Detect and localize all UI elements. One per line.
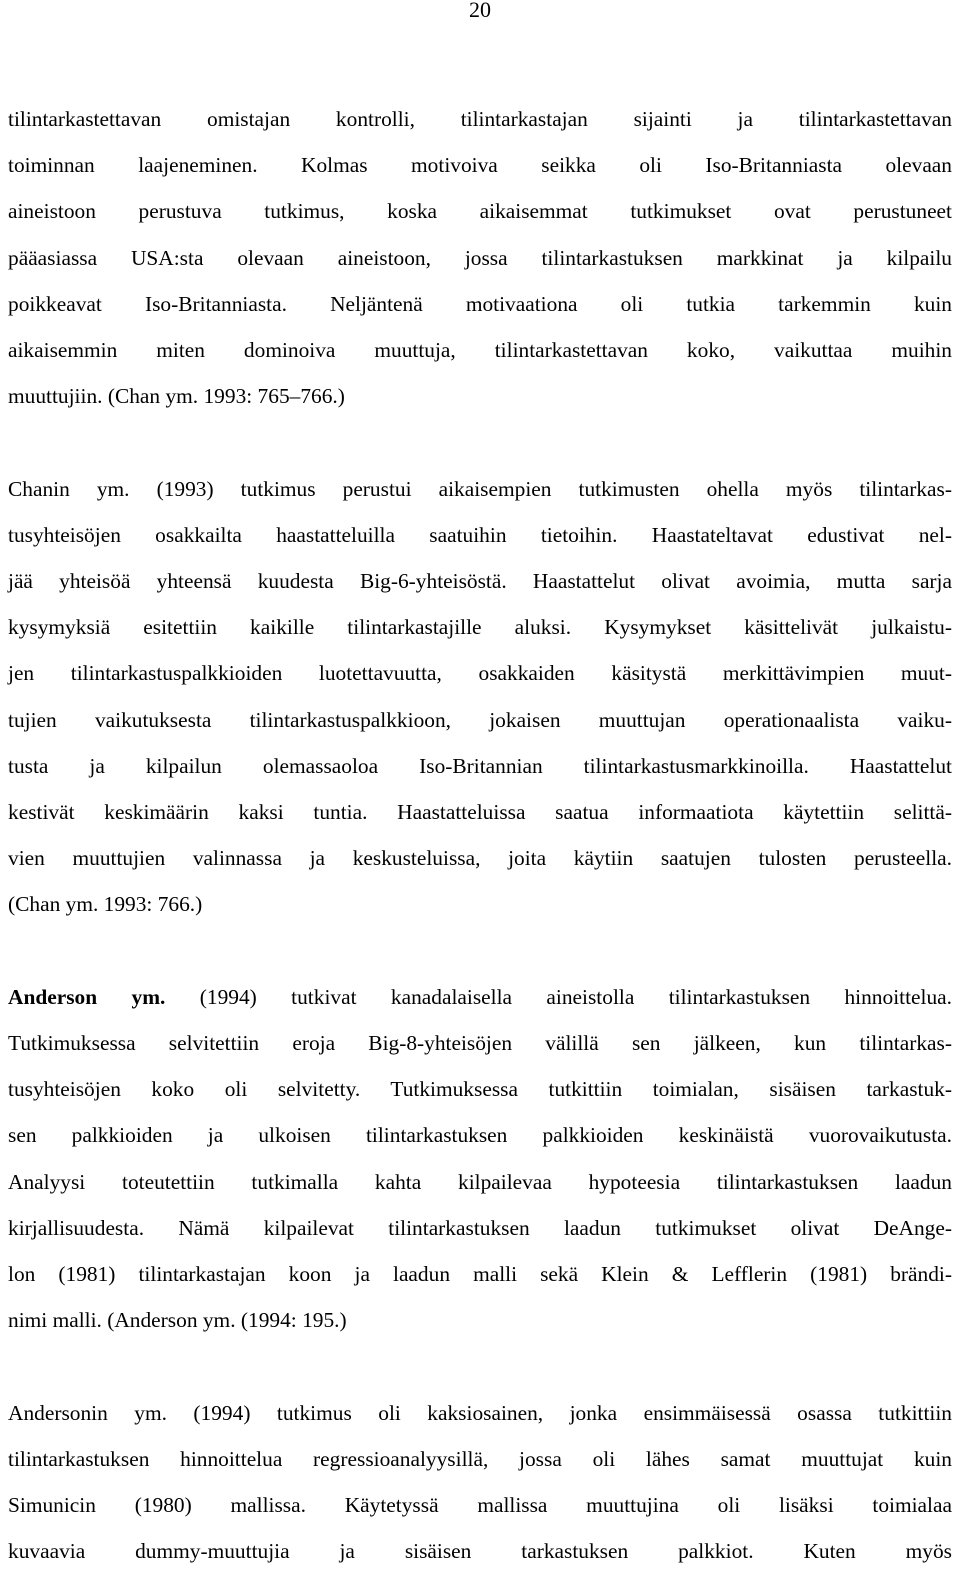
text-line: pääasiassa USA:sta olevaan aineistoon, jossa tilintarkastuksen markkinat ja kilpailu [8,245,952,270]
text-line: kestivät keskimäärin kaksi tuntia. Haastatteluissa saatua informaatiota käytettiin selittä- [8,800,952,825]
text-line: tusyhteisöjen osakkailta haastatteluilla saatuihin tietoihin. Haastateltavat edustivat nel- [8,522,952,547]
text-line: tilintarkastuksen hinnoittelua regressioanalyysillä, jossa oli lähes samat muuttujat kuin [8,1446,952,1471]
text-line: kirjallisuudesta. Nämä kilpailevat tilintarkastuksen laadun tutkimukset olivat DeAnge- [8,1215,952,1240]
text-line: tujien vaikutuksesta tilintarkastuspalkkioon, jokaisen muuttujan operationaalista vaiku- [8,707,952,732]
author-heading: Anderson ym. [8,984,166,1009]
text-line: Andersonin ym. (1994) tutkimus oli kaksiosainen, jonka ensimmäisessä osassa tutkittiin [8,1400,952,1425]
text-line: poikkeavat Iso-Britanniasta. Neljäntenä motivaationa oli tutkia tarkemmin kuin [8,291,952,316]
text-line: toiminnan laajeneminen. Kolmas motivoiva seikka oli Iso-Britanniasta olevaan [8,153,952,178]
page-number: 20 [469,0,491,22]
text-line [8,974,952,1020]
paragraph-gap [8,1343,952,1389]
paragraph-chan-interviews [8,466,952,928]
paragraph-gap [8,928,952,974]
text-line: lon (1981) tilintarkastajan koon ja laadun malli sekä Klein & Lefflerin (1981) brändi- [8,1262,952,1287]
text-line: tusta ja kilpailun olemassaoloa Iso-Britannian tilintarkastusmarkkinoilla. Haastattelut [8,753,952,778]
text-line: Tutkimuksessa selvitettiin eroja Big-8-yhteisöjen välillä sen jälkeen, kun tilintarkas- [8,1031,952,1056]
text-line: Analyysi toteutettiin tutkimalla kahta kilpailevaa hypoteesia tilintarkastuksen laadun [8,1169,952,1194]
text-line: vien muuttujien valinnassa ja keskusteluissa, joita käytiin saatujen tulosten perusteella. [8,846,952,871]
text-line: kuvaavia dummy-muuttujia ja sisäisen tarkastuksen palkkiot. Kuten myös [8,1539,952,1564]
body-text [8,96,952,1574]
text-line: Simunicin (1980) mallissa. Käytetyssä mallissa muuttujina oli lisäksi toimialaa [8,1493,952,1518]
text-line: aikaisemmin miten dominoiva muuttuja, tilintarkastettavan koko, vaikuttaa muihin [8,338,952,363]
text-line: kysymyksiä esitettiin kaikille tilintarkastajille aluksi. Kysymykset käsittelivät julkaistu- [8,615,952,640]
text-line: Chanin ym. (1993) tutkimus perustui aikaisempien tutkimusten ohella myös tilintarkas- [8,476,952,501]
text-line: muuttujiin. (Chan ym. 1993: 765–766.) [8,384,345,409]
text-line: nimi malli. (Anderson ym. (1994: 195.) [8,1308,347,1333]
text-line: aineistoon perustuva tutkimus, koska aikaisemmat tutkimukset ovat perustuneet [8,199,952,224]
paragraph-chan-motivation [8,96,952,419]
paragraph-anderson-study [8,974,952,1344]
text-line: (Chan ym. 1993: 766.) [8,892,203,917]
text-line: tusyhteisöjen koko oli selvitetty. Tutkimuksessa tutkittiin toimialan, sisäisen tarkastuk- [8,1077,952,1102]
paragraph-gap [8,419,952,465]
text-line: jää yhteisöä yhteensä kuudesta Big-6-yhteisöstä. Haastattelut olivat avoimia, mutta sarja [8,569,952,594]
text-line: jen tilintarkastuspalkkioiden luotettavuutta, osakkaiden käsitystä merkittävimpien muut- [8,661,952,686]
text-line: sen palkkioiden ja ulkoisen tilintarkastuksen palkkioiden keskinäistä vuorovaikutusta. [8,1123,952,1148]
text-line: tilintarkastettavan omistajan kontrolli, tilintarkastajan sijainti ja tilintarkastettavan [8,107,952,131]
paragraph-anderson-method [8,1390,952,1575]
text-line-rest: (1994) tutkivat kanadalaisella aineistolla tilintarkastuksen hinnoittelua. [165,984,952,1009]
